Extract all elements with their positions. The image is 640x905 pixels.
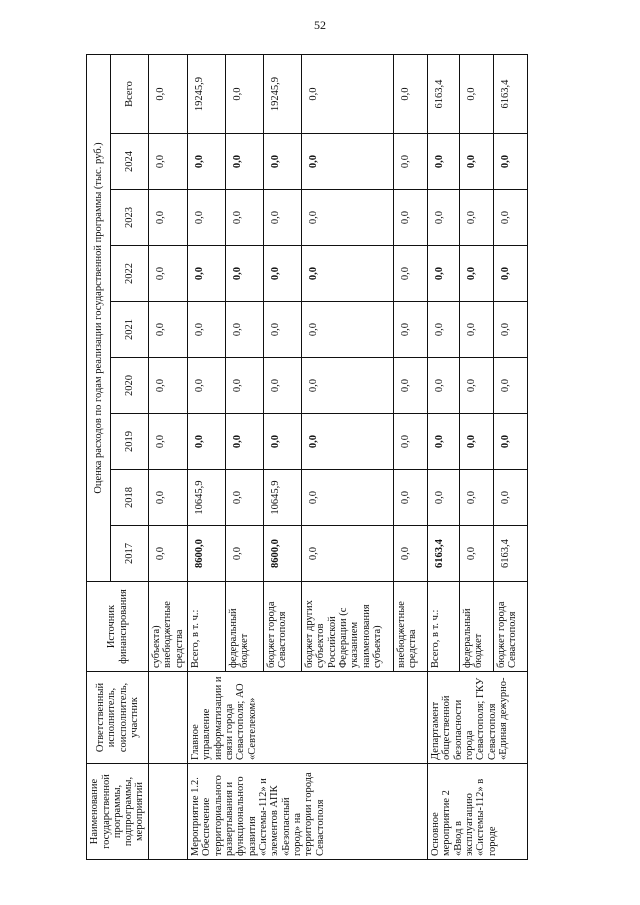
value-cell: 0,0 [149,190,188,246]
value-cell: 0,0 [225,470,263,526]
financing-table [86,54,528,860]
header-year: 2022 [111,246,149,302]
page-number: 52 [314,18,326,32]
header-year: 2021 [111,302,149,358]
value-cell: 0,0 [225,54,263,133]
header-year: 2018 [111,470,149,526]
value-cell: 6163,4 [493,526,527,582]
value-cell: 0,0 [187,246,225,302]
value-cell: 0,0 [459,302,493,358]
value-cell: 19245,9 [187,54,225,133]
value-cell: 0,0 [427,414,459,470]
source-cell: Всего, в т. ч.: [427,582,459,672]
header-estimate: Оценка расходов по годам реализации государственной программы (тыс. руб.) [87,54,111,581]
header-year: 2023 [111,190,149,246]
value-cell: 0,0 [393,414,427,470]
header-total: Всего [111,54,149,133]
cell-empty [149,672,188,764]
value-cell: 0,0 [493,470,527,526]
value-cell: 8600,0 [263,526,301,582]
cell-empty [149,764,188,860]
value-cell: 0,0 [301,134,393,190]
value-cell: 0,0 [459,134,493,190]
value-cell: 0,0 [225,526,263,582]
value-cell: 0,0 [459,54,493,133]
header-year: 2019 [111,414,149,470]
table-row [187,54,225,859]
value-cell: 0,0 [427,246,459,302]
measure-name: Основное мероприятие 2 «Ввод в эксплуатацию «Системы-112» в городе [427,764,527,860]
source-cell: бюджет других субъектов Российской Федерации (с указанием наименования субъекта) [301,582,393,672]
value-cell: 0,0 [149,358,188,414]
value-cell: 0,0 [149,246,188,302]
value-cell: 0,0 [149,134,188,190]
measure-executor: Департамент общественной безопасности города Севастополя; ГКУ Севастополя «Единая дежурно- [427,672,527,764]
value-cell: 0,0 [187,302,225,358]
value-cell: 0,0 [459,526,493,582]
value-cell: 0,0 [187,358,225,414]
value-cell: 0,0 [427,470,459,526]
value-cell: 0,0 [149,414,188,470]
measure-executor: Главное управление информатизации и связи города Севастополя; АО «Севтелеком» [187,672,427,764]
source-cell: Всего, в т. ч.: [187,582,225,672]
value-cell: 0,0 [225,134,263,190]
value-cell: 0,0 [301,302,393,358]
rotated-table-wrapper [86,55,523,860]
value-cell: 0,0 [301,526,393,582]
value-cell: 0,0 [427,358,459,414]
value-cell: 0,0 [149,526,188,582]
value-cell: 0,0 [393,526,427,582]
value-cell: 0,0 [263,302,301,358]
value-cell: 0,0 [263,246,301,302]
source-label: внебюджетные средства [162,601,185,668]
value-cell: 0,0 [225,190,263,246]
value-cell: 6163,4 [427,54,459,133]
source-cell: внебюджетные средства [393,582,427,672]
value-cell: 0,0 [393,134,427,190]
value-cell: 0,0 [301,414,393,470]
value-cell: 0,0 [393,190,427,246]
header-name: Наименование государственной программы, подпрограммы, мероприятий [87,764,149,860]
value-cell: 0,0 [393,470,427,526]
value-cell: 0,0 [493,134,527,190]
table-row [427,54,459,859]
value-cell: 0,0 [393,358,427,414]
value-cell: 0,0 [301,246,393,302]
value-cell: 0,0 [149,54,188,133]
value-cell: 0,0 [493,246,527,302]
value-cell: 0,0 [493,190,527,246]
value-cell: 0,0 [493,358,527,414]
value-cell: 0,0 [263,414,301,470]
value-cell: 0,0 [263,190,301,246]
value-cell: 0,0 [301,358,393,414]
value-cell: 0,0 [149,470,188,526]
source-top: субъекта) [151,625,162,668]
value-cell: 0,0 [493,414,527,470]
measure-name: Мероприятие 1.2. Обеспечение территориального развертывания и функционального развития «Системы-112» и элементов АПК «Безопасный город» на территории города Севастополя [187,764,427,860]
table-row [149,54,188,859]
value-cell: 0,0 [187,414,225,470]
value-cell: 8600,0 [187,526,225,582]
value-cell: 0,0 [187,134,225,190]
value-cell: 0,0 [459,414,493,470]
value-cell: 0,0 [427,190,459,246]
value-cell: 0,0 [301,54,393,133]
header-year: 2024 [111,134,149,190]
value-cell: 0,0 [301,470,393,526]
value-cell: 0,0 [393,246,427,302]
value-cell: 0,0 [149,302,188,358]
value-cell: 0,0 [459,246,493,302]
value-cell: 0,0 [459,470,493,526]
value-cell: 6163,4 [493,54,527,133]
value-cell: 10645,9 [187,470,225,526]
header-executor: Ответственный исполнитель, соисполнитель, участник [87,672,149,764]
value-cell: 19245,9 [263,54,301,133]
source-cell [149,582,188,672]
value-cell: 0,0 [225,414,263,470]
value-cell: 0,0 [493,302,527,358]
value-cell: 0,0 [225,246,263,302]
value-cell: 0,0 [459,190,493,246]
source-cell: федеральный бюджет [225,582,263,672]
value-cell: 0,0 [427,302,459,358]
value-cell: 0,0 [393,54,427,133]
source-cell: бюджет города Севастополя [263,582,301,672]
value-cell: 0,0 [427,134,459,190]
value-cell: 0,0 [393,302,427,358]
value-cell: 0,0 [187,190,225,246]
value-cell: 6163,4 [427,526,459,582]
value-cell: 0,0 [301,190,393,246]
value-cell: 0,0 [225,302,263,358]
header-year: 2017 [111,526,149,582]
source-cell: бюджет города Севастополя [493,582,527,672]
header-year: 2020 [111,358,149,414]
value-cell: 0,0 [263,358,301,414]
value-cell: 10645,9 [263,470,301,526]
source-cell: федеральный бюджет [459,582,493,672]
value-cell: 0,0 [263,134,301,190]
header-source: Источник финансирования [87,582,149,672]
value-cell: 0,0 [225,358,263,414]
value-cell: 0,0 [459,358,493,414]
